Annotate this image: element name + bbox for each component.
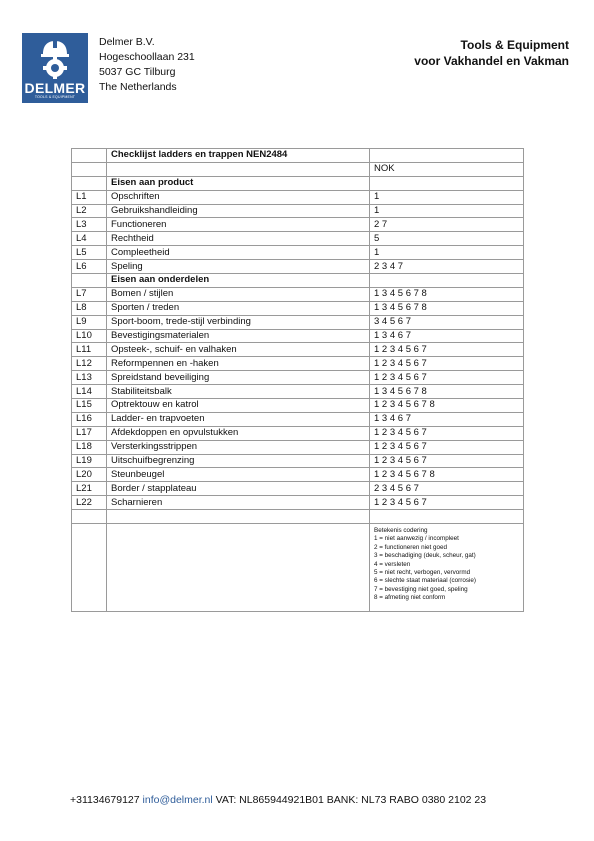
table-row — [72, 426, 524, 440]
row-description: Opsteek-, schuif- en valhaken — [107, 343, 370, 357]
table-row — [72, 260, 524, 274]
section-row — [72, 274, 524, 288]
row-nok-codes: 1 3 4 6 7 — [370, 329, 524, 343]
table-row — [72, 343, 524, 357]
table-cell — [107, 524, 370, 612]
footer-phone: +31134679127 — [70, 794, 140, 806]
table-cell — [72, 524, 107, 612]
row-nok-codes: 3 4 5 6 7 — [370, 315, 524, 329]
company-name: Delmer B.V. — [99, 36, 155, 48]
tagline-line1: Tools & Equipment — [460, 38, 569, 52]
row-nok-codes: 1 — [370, 204, 524, 218]
legend-item: 4 = versleten — [374, 560, 411, 568]
row-nok-codes: 2 7 — [370, 218, 524, 232]
table-row — [72, 315, 524, 329]
row-description: Reformpennen en -haken — [107, 357, 370, 371]
row-description: Opschriften — [107, 190, 370, 204]
row-code: L16 — [72, 412, 107, 426]
row-nok-codes: 1 2 3 4 5 6 7 8 — [370, 399, 524, 413]
row-nok-codes: 1 2 3 4 5 6 7 — [370, 343, 524, 357]
row-code: L7 — [72, 287, 107, 301]
table-row — [72, 385, 524, 399]
row-code: L17 — [72, 426, 107, 440]
row-code: L21 — [72, 482, 107, 496]
table-row — [72, 204, 524, 218]
table-cell — [72, 510, 107, 524]
row-description: Steunbeugel — [107, 468, 370, 482]
table-row — [72, 232, 524, 246]
table-row — [72, 468, 524, 482]
row-description: Functioneren — [107, 218, 370, 232]
table-row — [72, 287, 524, 301]
logo-subtitle: TOOLS & EQUIPMENT — [34, 95, 76, 99]
row-description: Sport-boom, trede-stijl verbinding — [107, 315, 370, 329]
row-code: L11 — [72, 343, 107, 357]
row-code: L1 — [72, 190, 107, 204]
row-nok-codes: 1 2 3 4 5 6 7 — [370, 426, 524, 440]
row-code: L3 — [72, 218, 107, 232]
row-description: Bevestigingsmaterialen — [107, 329, 370, 343]
empty-row — [72, 510, 524, 524]
checklist-table — [71, 148, 524, 612]
row-description: Bomen / stijlen — [107, 287, 370, 301]
row-code: L9 — [72, 315, 107, 329]
table-cell — [72, 274, 107, 288]
table-row — [72, 454, 524, 468]
table-row — [72, 218, 524, 232]
row-description: Ladder- en trapvoeten — [107, 412, 370, 426]
delmer-logo — [22, 33, 88, 103]
legend-row — [72, 524, 524, 612]
row-nok-codes: 2 3 4 7 — [370, 260, 524, 274]
row-description: Compleetheid — [107, 246, 370, 260]
table-row — [72, 412, 524, 426]
row-description: Versterkingsstrippen — [107, 440, 370, 454]
table-cell — [370, 274, 524, 288]
row-code: L20 — [72, 468, 107, 482]
legend-item: 8 = afmeting niet conform — [374, 594, 446, 602]
row-nok-codes: 1 2 3 4 5 6 7 — [370, 440, 524, 454]
table-title-row — [72, 149, 524, 163]
row-nok-codes: 1 2 3 4 5 6 7 — [370, 454, 524, 468]
row-nok-codes: 2 3 4 5 6 7 — [370, 482, 524, 496]
coding-legend — [374, 527, 519, 603]
address-city: 5037 GC Tilburg — [99, 66, 176, 78]
row-description: Scharnieren — [107, 496, 370, 510]
legend-item: 2 = functioneren niet goed — [374, 543, 447, 551]
row-nok-codes: 1 — [370, 190, 524, 204]
table-row — [72, 246, 524, 260]
legend-item: 1 = niet aanwezig / incompleet — [374, 535, 459, 543]
company-address — [99, 35, 195, 95]
table-cell — [107, 510, 370, 524]
row-description: Gebruikshandleiding — [107, 204, 370, 218]
table-cell — [370, 149, 524, 163]
row-description: Rechtheid — [107, 232, 370, 246]
table-row — [72, 371, 524, 385]
row-code: L8 — [72, 301, 107, 315]
table-row — [72, 329, 524, 343]
row-nok-codes: 1 2 3 4 5 6 7 — [370, 496, 524, 510]
section-title-product: Eisen aan product — [107, 176, 370, 190]
table-row — [72, 190, 524, 204]
row-description: Border / stapplateau — [107, 482, 370, 496]
row-code: L19 — [72, 454, 107, 468]
row-code: L12 — [72, 357, 107, 371]
row-code: L14 — [72, 385, 107, 399]
footer-vat-bank: VAT: NL865944921B01 BANK: NL73 RABO 0380 2102 23 — [215, 794, 487, 806]
tagline-line2: voor Vakhandel en Vakman — [414, 54, 569, 68]
address-street: Hogeschoollaan 231 — [99, 51, 195, 63]
legend-item: 7 = bevestiging niet goed, speling — [374, 585, 468, 593]
row-code: L13 — [72, 371, 107, 385]
table-row — [72, 440, 524, 454]
table-cell — [370, 176, 524, 190]
row-code: L18 — [72, 440, 107, 454]
row-description: Sporten / treden — [107, 301, 370, 315]
table-cell — [72, 162, 107, 176]
row-code: L4 — [72, 232, 107, 246]
nok-header: NOK — [370, 162, 524, 176]
section-title-parts: Eisen aan onderdelen — [107, 274, 370, 288]
table-row — [72, 399, 524, 413]
legend-cell — [370, 524, 524, 612]
row-code: L22 — [72, 496, 107, 510]
row-code: L5 — [72, 246, 107, 260]
table-cell — [370, 510, 524, 524]
table-row — [72, 496, 524, 510]
row-code: L15 — [72, 399, 107, 413]
legend-item: 3 = beschadiging (deuk, scheur, gat) — [374, 552, 476, 560]
row-description: Stabiliteitsbalk — [107, 385, 370, 399]
tagline — [414, 37, 569, 69]
row-nok-codes: 5 — [370, 232, 524, 246]
footer — [70, 794, 486, 806]
legend-item: 5 = niet recht, verbogen, vervormd — [374, 569, 471, 577]
row-description: Optrektouw en katrol — [107, 399, 370, 413]
legend-title: Betekenis codering — [374, 527, 428, 535]
table-row — [72, 357, 524, 371]
legend-item: 6 = slechte staat materiaal (corrosie) — [374, 577, 477, 585]
row-nok-codes: 1 2 3 4 5 6 7 — [370, 371, 524, 385]
table-row — [72, 301, 524, 315]
row-nok-codes: 1 2 3 4 5 6 7 — [370, 357, 524, 371]
table-row — [72, 482, 524, 496]
table-cell — [107, 162, 370, 176]
row-description: Uitschuifbegrenzing — [107, 454, 370, 468]
table-title: Checklijst ladders en trappen NEN2484 — [107, 149, 370, 163]
row-nok-codes: 1 3 4 6 7 — [370, 412, 524, 426]
address-country: The Netherlands — [99, 81, 177, 93]
logo-brand: DELMER — [24, 80, 86, 96]
row-code: L6 — [72, 260, 107, 274]
row-code: L2 — [72, 204, 107, 218]
footer-email-link[interactable]: info@delmer.nl — [142, 794, 213, 806]
table-cell — [72, 176, 107, 190]
helmet-gear-icon — [34, 37, 76, 79]
row-code: L10 — [72, 329, 107, 343]
table-cell — [72, 149, 107, 163]
row-description: Spreidstand beveiliging — [107, 371, 370, 385]
row-nok-codes: 1 3 4 5 6 7 8 — [370, 385, 524, 399]
table-header-row — [72, 162, 524, 176]
row-description: Afdekdoppen en opvulstukken — [107, 426, 370, 440]
row-description: Speling — [107, 260, 370, 274]
row-nok-codes: 1 2 3 4 5 6 7 8 — [370, 468, 524, 482]
row-nok-codes: 1 3 4 5 6 7 8 — [370, 301, 524, 315]
section-row — [72, 176, 524, 190]
row-nok-codes: 1 — [370, 246, 524, 260]
row-nok-codes: 1 3 4 5 6 7 8 — [370, 287, 524, 301]
